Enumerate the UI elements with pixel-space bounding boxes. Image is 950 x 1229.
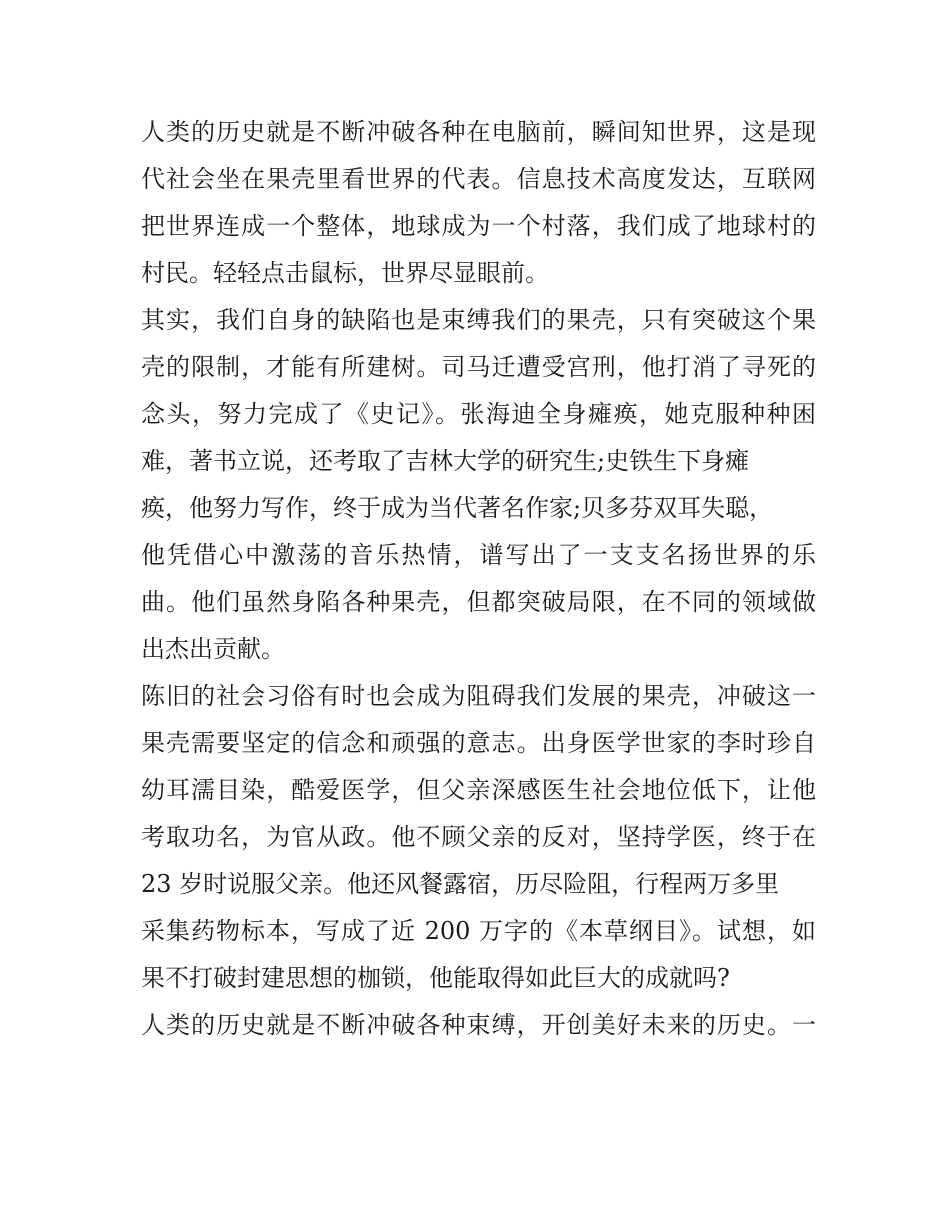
text-line: 他凭借心中激荡的音乐热情，谱写出了一支支名扬世界的乐: [141, 541, 816, 569]
text-line: 难，著书立说，还考取了吉林大学的研究生;史铁生下身瘫: [141, 447, 750, 475]
text-line: 壳的限制，才能有所建树。司马迁遭受宫刑，他打消了寻死的: [141, 353, 816, 381]
text-line: 村民。轻轻点击鼠标，世界尽显眼前。: [141, 259, 549, 287]
text-line: 把世界连成一个整体，地球成为一个村落，我们成了地球村的: [141, 212, 816, 240]
paragraph-4: [141, 1002, 816, 1049]
text-line: 代社会坐在果壳里看世界的代表。信息技术高度发达，互联网: [141, 165, 816, 193]
text-line: 果壳需要坚定的信念和顽强的意志。出身医学世家的李时珍自: [141, 729, 816, 757]
text-line: 人类的历史就是不断冲破各种在电脑前，瞬间知世界，这是现: [141, 118, 816, 146]
text-line: 出杰出贡献。: [141, 635, 285, 663]
paragraph-3: [141, 673, 816, 1002]
text-line: 考取功名，为官从政。他不顾父亲的反对，坚持学医，终于在: [141, 823, 816, 851]
paragraph-2: [141, 297, 816, 673]
paragraph-1: [141, 109, 816, 297]
text-line: 果不打破封建思想的枷锁，他能取得如此巨大的成就吗?: [141, 964, 730, 992]
text-line: 曲。他们虽然身陷各种果壳，但都突破局限，在不同的领域做: [141, 588, 816, 616]
text-line: 念头，努力完成了《史记》。张海迪全身瘫痪，她克服种种困: [141, 400, 816, 428]
text-line: 幼耳濡目染，酷爱医学，但父亲深感医生社会地位低下，让他: [141, 776, 816, 804]
essay-body: [141, 109, 816, 1049]
text-line: 痪，他努力写作，终于成为当代著名作家;贝多芬双耳失聪，: [141, 494, 774, 522]
text-line: 人类的历史就是不断冲破各种束缚，开创美好未来的历史。一: [141, 1011, 816, 1039]
text-line: 采集药物标本，写成了近 200 万字的《本草纲目》。试想，如: [141, 917, 816, 945]
text-line: 23 岁时说服父亲。他还风餐露宿，历尽险阻，行程两万多里: [141, 870, 780, 898]
text-line: 其实，我们自身的缺陷也是束缚我们的果壳，只有突破这个果: [141, 306, 816, 334]
text-line: 陈旧的社会习俗有时也会成为阻碍我们发展的果壳，冲破这一: [141, 682, 816, 710]
